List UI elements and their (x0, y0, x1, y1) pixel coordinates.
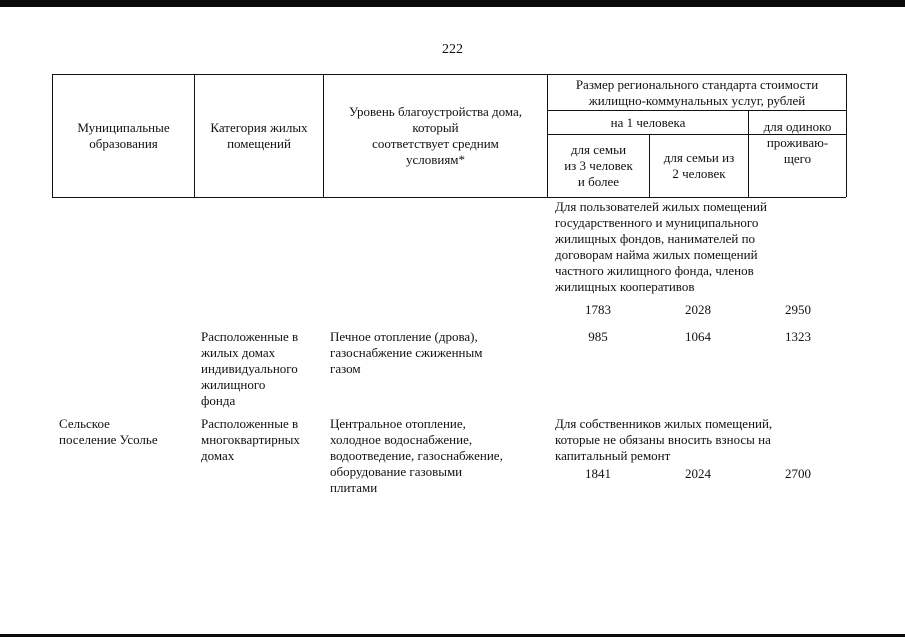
note-users: Для пользователей жилых помещений государственного и муниципального жилищных фондов, нанимателей по договорам найма жилых помещений частного жилищного фонда, членов жилищных кооперативов (555, 199, 767, 294)
header-family-2: для семьи из 2 человек (663, 150, 735, 181)
header-standard-size: Размер регионального стандарта стоимости жилищно-коммунальных услуг, рублей (575, 76, 819, 108)
value-single: 2950 (785, 302, 811, 317)
value-family-2: 1064 (685, 329, 711, 344)
value-family-3: 1841 (585, 466, 611, 481)
municipality-name: Сельское поселение Усолье (59, 416, 158, 447)
value-family-2: 2028 (685, 302, 711, 317)
bottom-border (0, 634, 905, 637)
value-family-3: 1783 (585, 302, 611, 317)
row3-level: Центральное отопление, холодное водоснабжение, водоотведение, газоснабжение, оборудование газовыми плитами (330, 416, 503, 495)
row2-category: Расположенные в жилых домах индивидуального жилищного фонда (201, 329, 299, 408)
value-family-2: 2024 (685, 466, 711, 481)
note-owners: Для собственников жилых помещений, которые не обязаны вносить взносы на капитальный ремонт (555, 416, 773, 463)
header-family-3: для семьи из 3 человек и более (564, 142, 633, 189)
header-single: для одиноко проживаю- щего (763, 119, 832, 166)
header-municipality: Муниципальные образования (77, 120, 170, 151)
header-per-person: на 1 человека (610, 114, 686, 130)
top-border (0, 0, 905, 7)
header-category: Категория жилых помещений (210, 120, 308, 151)
row2-level: Печное отопление (дрова), газоснабжение сжиженным газом (330, 329, 483, 376)
value-family-3: 985 (588, 329, 608, 344)
value-single: 2700 (785, 466, 811, 481)
header-level: Уровень благоустройства дома, который соответствует средним условиям* (348, 104, 523, 167)
page-number: 222 (442, 42, 463, 57)
value-single: 1323 (785, 329, 811, 344)
row3-category: Расположенные в многоквартирных домах (201, 416, 300, 463)
